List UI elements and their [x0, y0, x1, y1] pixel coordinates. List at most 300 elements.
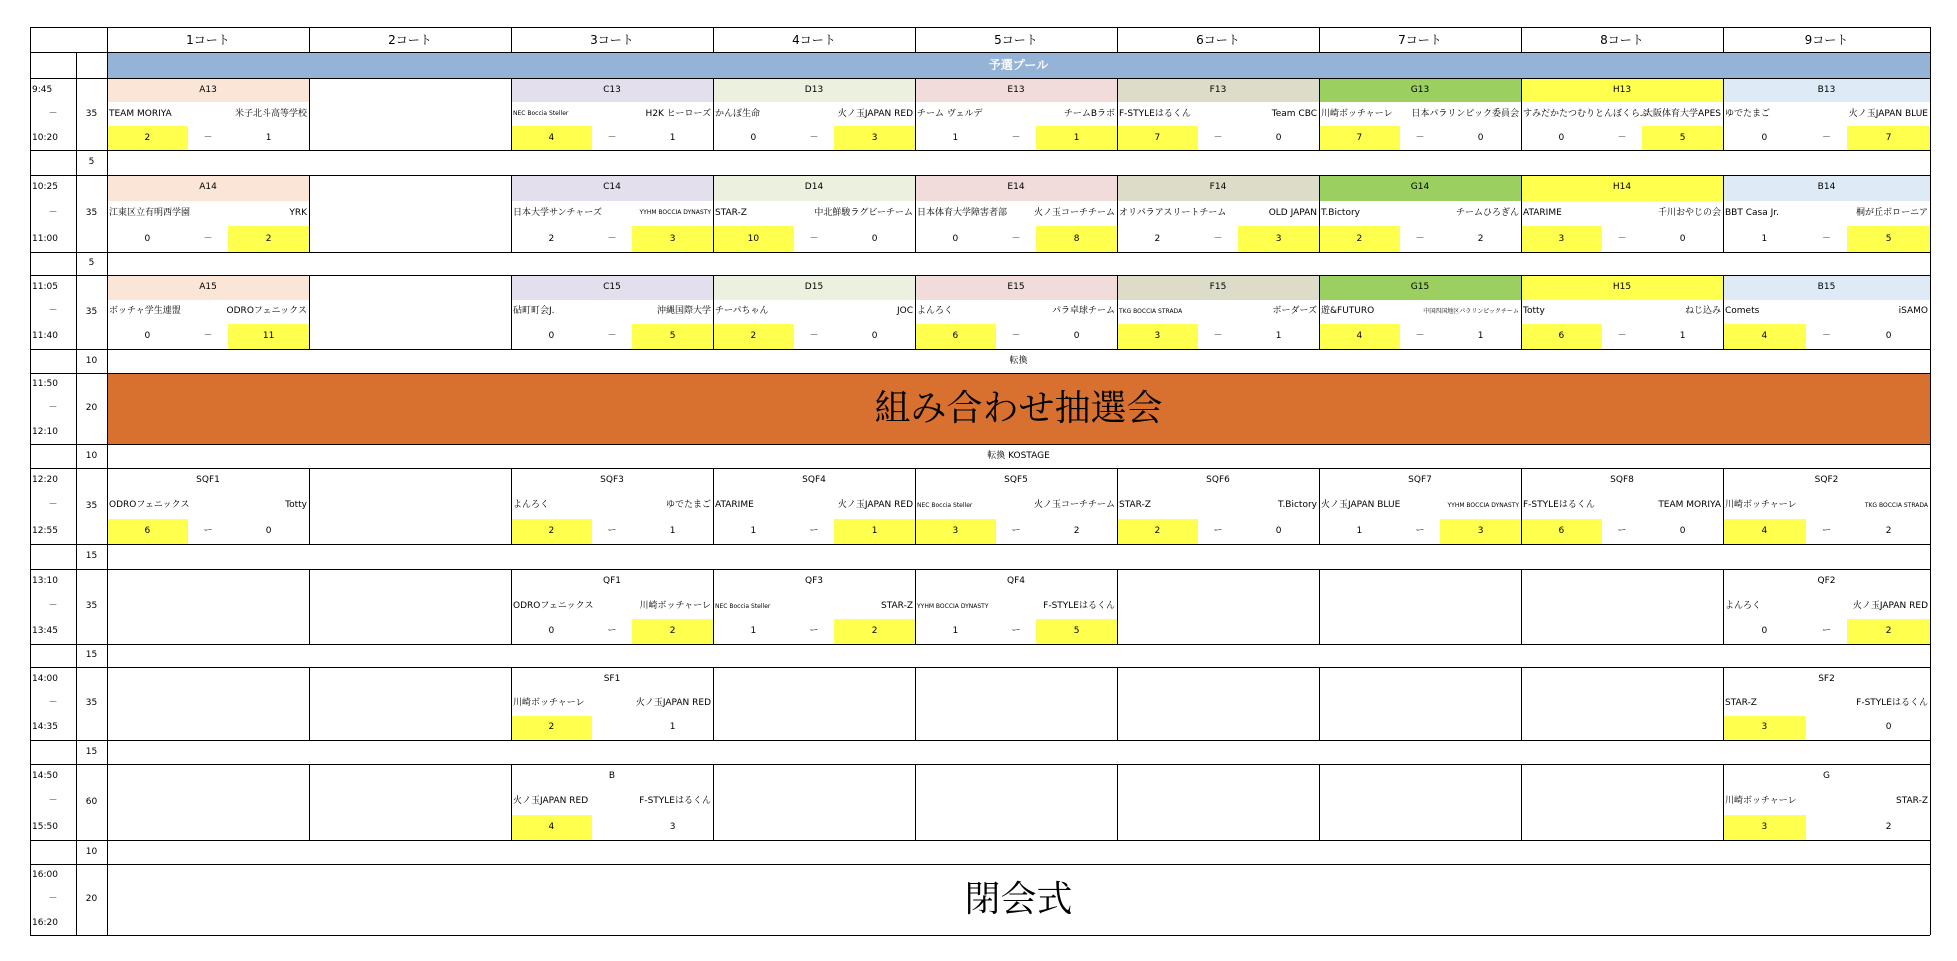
team-1-name[interactable]: STAR-Z: [1725, 697, 1757, 708]
pool-banner: 予選プール: [107, 52, 1930, 78]
team-1-score: 2: [548, 233, 555, 244]
match-label: QF3: [805, 576, 823, 586]
grid-line: [309, 468, 310, 544]
time-dash: －: [48, 500, 58, 511]
grid-line: [30, 468, 1930, 469]
team-2-score: 0: [1885, 722, 1892, 733]
grid-line: [713, 275, 714, 349]
team-1-score: 0: [548, 331, 555, 342]
team-1-score: 7: [1319, 126, 1400, 150]
grid-line: [1723, 468, 1724, 544]
grid-line: [713, 27, 714, 52]
match-label: D15: [713, 275, 915, 300]
team-1-name[interactable]: 遊&FUTURO: [1321, 306, 1375, 317]
score-dash: －: [1617, 233, 1627, 244]
team-1-name[interactable]: YYHM BOCCIA DYNASTY: [917, 602, 989, 610]
score-dash: －: [203, 132, 213, 143]
grid-line: [915, 764, 916, 840]
grid-line: [713, 764, 714, 840]
grid-line: [1117, 667, 1118, 740]
team-2-score: 1: [1477, 331, 1484, 342]
team-2-score: 2: [834, 619, 915, 644]
grid-line: [1319, 569, 1320, 644]
team-1-name[interactable]: TEAM MORIYA: [109, 108, 172, 119]
team-2-name[interactable]: 火ノ玉JAPAN RED: [635, 697, 711, 708]
grid-line: [309, 569, 310, 644]
team-2-name[interactable]: OLD JAPAN: [1268, 207, 1317, 218]
grid-line: [511, 764, 512, 840]
grid-line: [1319, 667, 1320, 740]
lottery-event: 組み合わせ抽選会: [107, 373, 1930, 444]
team-2-name[interactable]: 米子北斗高等学校: [234, 108, 307, 119]
team-2-score: 2: [1073, 525, 1080, 536]
grid-line: [915, 468, 916, 544]
team-1-score: 0: [144, 233, 151, 244]
match-label: SQF4: [802, 475, 826, 486]
court-header-7: 7コート: [1398, 32, 1442, 47]
grid-line: [1521, 569, 1522, 644]
team-2-name[interactable]: 日本パラリンピック委員会: [1411, 108, 1519, 119]
team-2-name[interactable]: 川崎ボッチャーレ: [639, 601, 711, 611]
team-2-score: 2: [1847, 619, 1930, 644]
team-1-name[interactable]: 川崎ボッチャーレ: [513, 697, 585, 708]
score-dash: ー: [1821, 626, 1831, 636]
grid-line: [915, 275, 916, 349]
match-label: E15: [915, 275, 1117, 300]
team-1-score: 2: [107, 126, 188, 150]
grid-line: [30, 27, 1930, 28]
time-start: 14:50: [32, 771, 58, 782]
team-2-name[interactable]: 中北鮮駿ラグビーチーム: [814, 207, 913, 218]
time-start: 14:00: [32, 673, 58, 684]
time-start: 12:20: [32, 475, 58, 486]
team-1-name[interactable]: よんろく: [1725, 601, 1762, 611]
team-2-name[interactable]: チームBラボ: [1063, 108, 1115, 119]
score-dash: －: [607, 233, 617, 244]
time-dash: －: [48, 207, 58, 218]
team-2-name[interactable]: ねじ込み: [1684, 306, 1721, 317]
team-2-score: 0: [1275, 132, 1282, 143]
team-2-score: 5: [632, 324, 713, 349]
duration: 35: [85, 500, 98, 511]
team-2-name[interactable]: 火ノ玉コーチチーム: [1033, 207, 1115, 218]
grid-line: [1319, 764, 1320, 840]
match-label: B: [608, 771, 616, 782]
time-end: 15:50: [32, 821, 58, 832]
team-1-score: 1: [1356, 525, 1363, 536]
team-1-name[interactable]: 火ノ玉JAPAN RED: [513, 796, 589, 807]
grid-line: [309, 667, 310, 740]
team-1-score: 2: [511, 716, 592, 740]
team-1-score: 4: [511, 815, 592, 840]
team-1-name[interactable]: ODROフェニックス: [513, 601, 594, 611]
team-1-name[interactable]: よんろく: [917, 306, 954, 317]
grid-line: [1117, 468, 1118, 544]
team-1-name[interactable]: オリパラアスリートチーム: [1119, 207, 1227, 218]
team-1-score: 4: [1319, 324, 1400, 349]
grid-line: [713, 78, 714, 150]
team-1-name[interactable]: STAR-Z: [1119, 500, 1151, 511]
match-label: C15: [511, 275, 713, 300]
match-label: A13: [107, 78, 309, 102]
score-dash: －: [203, 233, 213, 244]
team-2-score: 0: [1073, 331, 1080, 342]
team-2-name[interactable]: iSAMO: [1898, 306, 1928, 317]
grid-line: [1319, 275, 1320, 349]
grid-line: [309, 78, 310, 150]
time-dash: －: [48, 697, 58, 708]
team-1-score: 6: [107, 519, 188, 544]
score-dash: －: [1821, 233, 1831, 244]
gap-note: 転換: [1009, 355, 1028, 366]
match-label: E13: [915, 78, 1117, 102]
team-1-name[interactable]: すみだかたつむりとんぼくらぶ: [1523, 108, 1650, 119]
match-label: G: [1823, 771, 1830, 782]
team-2-score: 8: [1036, 226, 1117, 252]
team-2-name[interactable]: 火ノ玉JAPAN RED: [837, 500, 913, 511]
team-1-score: 0: [1558, 132, 1565, 143]
time-start: 9:45: [32, 84, 53, 95]
team-2-name[interactable]: 千川おやじの会: [1657, 207, 1721, 218]
team-1-name[interactable]: F-STYLEはるくん: [1523, 500, 1595, 511]
score-dash: －: [1415, 132, 1425, 143]
score-dash: ー: [809, 626, 819, 636]
team-1-score: 1: [750, 626, 757, 636]
score-dash: －: [1011, 331, 1021, 342]
team-2-name[interactable]: F-STYLEはるくん: [1043, 601, 1115, 611]
grid-line: [30, 864, 1930, 865]
grid-line: [511, 175, 512, 252]
team-2-score: 3: [669, 821, 676, 832]
grid-line: [1117, 275, 1118, 349]
time-start: 16:00: [32, 870, 58, 881]
team-1-name[interactable]: 川崎ボッチャーレ: [1321, 108, 1393, 119]
grid-line: [713, 667, 714, 740]
closing-ceremony: 閉会式: [964, 878, 1073, 920]
match-label: A15: [107, 275, 309, 300]
match-label: QF2: [1817, 576, 1836, 586]
time-end: 10:20: [32, 132, 58, 143]
team-2-name[interactable]: JOC: [896, 306, 913, 317]
team-1-name[interactable]: ATARIME: [1523, 207, 1562, 218]
team-1-score: 6: [1521, 519, 1602, 544]
score-dash: －: [1415, 233, 1425, 244]
grid-line: [30, 740, 1930, 741]
team-2-score: 0: [265, 525, 272, 536]
team-1-score: 3: [1521, 226, 1602, 252]
score-dash: －: [1213, 331, 1223, 342]
grid-line: [713, 468, 714, 544]
match-label: C14: [511, 175, 713, 201]
duration: 20: [85, 403, 98, 413]
score-dash: [1806, 716, 1847, 740]
team-2-name[interactable]: Team CBC: [1271, 108, 1317, 119]
team-2-name[interactable]: STAR-Z: [1896, 796, 1928, 807]
score-dash: －: [1821, 132, 1831, 143]
match-label: SF1: [603, 673, 621, 684]
team-2-name[interactable]: チームひろぎん: [1455, 207, 1519, 218]
team-2-score: 0: [1477, 132, 1484, 143]
team-2-score: 1: [834, 519, 915, 544]
team-2-name[interactable]: ODROフェニックス: [226, 306, 307, 317]
score-dash: －: [1213, 233, 1223, 244]
gap-duration: 10: [85, 846, 98, 857]
score-dash: ー: [1213, 525, 1223, 536]
team-1-score: 0: [750, 132, 757, 143]
grid-line: [713, 175, 714, 252]
grid-line: [30, 52, 1930, 53]
grid-line: [511, 569, 512, 644]
match-label: B15: [1723, 275, 1930, 300]
team-2-name[interactable]: F-STYLEはるくん: [1856, 697, 1928, 708]
grid-line: [1117, 569, 1118, 644]
team-2-name[interactable]: 火ノ玉JAPAN RED: [837, 108, 913, 119]
score-dash: －: [203, 331, 213, 342]
grid-line: [1117, 175, 1118, 252]
grid-line: [915, 667, 916, 740]
grid-line: [511, 275, 512, 349]
team-1-name[interactable]: 日本大学サンチャーズ: [513, 207, 602, 218]
match-label: G15: [1319, 275, 1521, 300]
team-2-score: 5: [1036, 619, 1117, 644]
team-2-name[interactable]: YYHM BOCCIA DYNASTY: [639, 209, 711, 217]
team-1-score: 3: [915, 519, 996, 544]
score-dash: ー: [1617, 525, 1627, 536]
grid-line: [30, 27, 31, 935]
score-dash: －: [809, 233, 819, 244]
score-dash: －: [1617, 331, 1627, 342]
score-dash: [1806, 815, 1847, 840]
team-2-name[interactable]: YYHM BOCCIA DYNASTY: [1447, 501, 1519, 509]
match-label: C13: [511, 78, 713, 102]
match-label: SQF6: [1206, 475, 1230, 486]
team-1-name[interactable]: Totty: [1523, 306, 1545, 317]
team-1-name[interactable]: TKG BOCCIA STRADA: [1119, 307, 1183, 315]
team-1-name[interactable]: NEC Boccia Steller: [513, 110, 569, 117]
gap-duration: 10: [85, 450, 98, 461]
team-1-score: 7: [1117, 126, 1198, 150]
time-end: 12:10: [32, 426, 58, 437]
team-2-score: 1: [669, 132, 676, 143]
team-2-score: 0: [1679, 525, 1686, 536]
team-1-name[interactable]: T.Bictory: [1321, 207, 1360, 218]
match-label: D13: [713, 78, 915, 102]
duration: 35: [85, 306, 98, 317]
team-2-name[interactable]: TKG BOCCIA STRADA: [1864, 501, 1928, 509]
team-1-score: 2: [511, 519, 592, 544]
team-2-score: 1: [1275, 331, 1282, 342]
team-1-name[interactable]: 火ノ玉JAPAN BLUE: [1321, 500, 1401, 511]
team-1-score: 6: [915, 324, 996, 349]
court-header-9: 9コート: [1804, 32, 1849, 47]
team-2-name[interactable]: H2K ヒーローズ: [645, 108, 711, 119]
time-dash: －: [48, 402, 58, 413]
team-1-score: 1: [750, 525, 757, 536]
match-label: SQF8: [1610, 475, 1634, 486]
score-dash: －: [1415, 331, 1425, 342]
team-1-name[interactable]: STAR-Z: [715, 207, 747, 218]
duration: 35: [85, 108, 98, 119]
team-1-score: 4: [1723, 324, 1806, 349]
team-2-name[interactable]: 火ノ玉JAPAN BLUE: [1848, 108, 1928, 119]
team-1-score: 2: [1154, 233, 1161, 244]
team-1-score: 10: [713, 226, 794, 252]
match-label: SQF1: [196, 475, 220, 486]
time-end: 12:55: [32, 525, 58, 536]
grid-line: [511, 78, 512, 150]
match-label: F15: [1117, 275, 1319, 300]
grid-line: [30, 150, 1930, 151]
team-1-score: 0: [1761, 132, 1768, 143]
team-1-score: 3: [1117, 324, 1198, 349]
team-2-name[interactable]: Totty: [285, 500, 307, 511]
grid-line: [30, 667, 1930, 668]
gap-note: 転換 KOSTAGE: [987, 450, 1050, 461]
team-1-name[interactable]: F-STYLEはるくん: [1119, 108, 1191, 119]
score-dash: ー: [607, 626, 617, 636]
score-dash: －: [809, 331, 819, 342]
match-label: SQF5: [1004, 475, 1028, 486]
team-1-name[interactable]: チーム ヴェルデ: [917, 108, 983, 119]
grid-line: [30, 764, 1930, 765]
team-1-name[interactable]: チーパちゃん: [715, 306, 769, 317]
team-1-score: 2: [1319, 226, 1400, 252]
grid-line: [1723, 175, 1724, 252]
team-2-name[interactable]: 中国四国地区パラリンピックチーム: [1423, 307, 1519, 315]
team-2-name[interactable]: TEAM MORIYA: [1658, 500, 1721, 511]
team-1-score: 1: [1761, 233, 1768, 244]
gap-duration: 15: [85, 551, 98, 561]
gap-duration: 15: [85, 746, 98, 757]
time-dash: －: [48, 108, 58, 119]
grid-line: [713, 569, 714, 644]
score-dash: －: [607, 132, 617, 143]
grid-line: [1521, 275, 1522, 349]
score-dash: －: [607, 331, 617, 342]
grid-line: [309, 27, 310, 52]
grid-line: [30, 349, 1930, 350]
court-header-1: 1コート: [186, 32, 230, 47]
team-1-name[interactable]: 砧町町会J.: [513, 306, 555, 317]
team-1-name[interactable]: かんぽ生命: [715, 108, 761, 119]
team-1-name[interactable]: ボッチャ学生連盟: [109, 306, 181, 317]
team-2-score: 2: [228, 226, 309, 252]
team-1-score: 6: [1521, 324, 1602, 349]
duration: 35: [85, 208, 98, 218]
team-1-name[interactable]: Comets: [1725, 306, 1760, 317]
team-1-score: 3: [1723, 815, 1806, 840]
team-1-name[interactable]: BBT Casa Jr.: [1725, 207, 1779, 218]
score-dash: ー: [809, 525, 819, 536]
grid-line: [1117, 764, 1118, 840]
team-1-name[interactable]: ATARIME: [715, 500, 754, 511]
score-dash: ー: [1011, 626, 1021, 636]
team-2-name[interactable]: STAR-Z: [881, 601, 913, 611]
team-2-score: 3: [1440, 519, 1521, 544]
score-dash: ー: [203, 525, 213, 536]
grid-line: [76, 52, 77, 935]
score-dash: ー: [1415, 525, 1425, 536]
grid-line: [1723, 569, 1724, 644]
team-2-score: 3: [834, 126, 915, 150]
team-2-score: 7: [1847, 126, 1930, 150]
team-1-name[interactable]: 川崎ボッチャーレ: [1725, 796, 1797, 807]
court-header-2: 2コート: [388, 32, 432, 47]
team-2-name[interactable]: ボーダーズ: [1272, 306, 1317, 317]
match-label: F13: [1117, 78, 1319, 102]
team-2-name[interactable]: ゆでたまご: [665, 500, 711, 511]
team-2-score: 1: [669, 525, 676, 536]
match-label: QF4: [1007, 576, 1025, 586]
grid-line: [309, 764, 310, 840]
grid-line: [309, 275, 310, 349]
team-2-score: 2: [1885, 821, 1892, 832]
team-1-name[interactable]: 川崎ボッチャーレ: [1725, 500, 1797, 511]
grid-line: [511, 667, 512, 740]
team-2-name[interactable]: T.Bictory: [1278, 500, 1317, 511]
grid-line: [30, 175, 1930, 176]
grid-line: [1521, 175, 1522, 252]
court-header-4: 4コート: [792, 32, 836, 47]
match-label: SF2: [1818, 673, 1835, 684]
match-label: SQF2: [1814, 475, 1839, 486]
match-label: G14: [1319, 175, 1521, 201]
time-start: 11:05: [32, 281, 58, 292]
team-2-score: 0: [1275, 525, 1282, 536]
team-1-name[interactable]: 日本体育大学障害者部: [917, 207, 1008, 218]
team-1-score: 1: [952, 132, 959, 143]
team-1-name[interactable]: ODROフェニックス: [109, 500, 190, 511]
grid-line: [915, 27, 916, 52]
gap-duration: 10: [85, 355, 98, 366]
team-2-name[interactable]: 火ノ玉JAPAN RED: [1852, 601, 1928, 611]
gap-duration: 5: [88, 157, 95, 167]
team-2-name[interactable]: 桐が丘ボローニア: [1855, 207, 1928, 218]
grid-line: [30, 275, 1930, 276]
team-2-name[interactable]: 火ノ玉コーチチーム: [1033, 500, 1115, 511]
grid-line: [30, 444, 1930, 445]
grid-line: [915, 569, 916, 644]
grid-line: [30, 544, 1930, 545]
score-dash: ー: [1011, 525, 1021, 536]
team-2-name[interactable]: YRK: [289, 207, 307, 218]
team-2-name[interactable]: F-STYLEはるくん: [639, 796, 711, 807]
match-label: E14: [915, 175, 1117, 201]
team-2-score: 1: [1036, 126, 1117, 150]
court-header-8: 8コート: [1600, 32, 1644, 47]
match-label: H13: [1521, 78, 1723, 102]
team-2-score: 1: [669, 722, 676, 733]
grid-line: [1521, 78, 1522, 150]
grid-line: [309, 175, 310, 252]
team-2-name[interactable]: 沖縄国際大学: [656, 306, 711, 317]
time-dash: －: [48, 796, 58, 807]
team-2-name[interactable]: 大阪体育大学APES: [1644, 108, 1721, 119]
team-2-name[interactable]: パラ卓球チーム: [1051, 306, 1115, 317]
grid-line: [915, 78, 916, 150]
team-1-name[interactable]: NEC Boccia Steller: [715, 602, 771, 610]
team-1-score: 1: [952, 626, 959, 636]
team-1-score: 0: [952, 233, 959, 244]
match-label: B13: [1723, 78, 1930, 102]
team-1-score: 0: [1761, 626, 1768, 636]
team-1-name[interactable]: ゆでたまご: [1725, 108, 1771, 119]
team-1-name[interactable]: NEC Boccia Steller: [917, 501, 973, 509]
team-1-name[interactable]: よんろく: [513, 500, 550, 511]
score-dash: －: [1617, 132, 1627, 143]
team-1-name[interactable]: 江東区立有明西学園: [109, 207, 191, 218]
gap-duration: 15: [85, 650, 98, 660]
